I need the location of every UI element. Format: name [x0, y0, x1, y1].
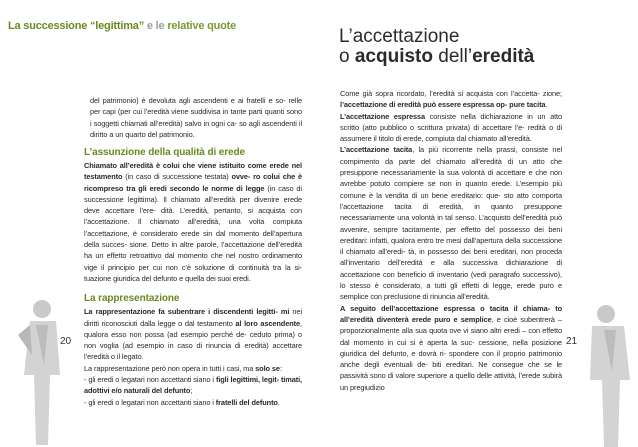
section-paragraph: Chiamato all’eredità è colui che viene istituito come erede nel testamento (in caso di successione testata) ovve- ro colui che è ricompreso tra gli eredi secondo le norme di legge (in caso di successione legittima). Il chiamato all’eredità per divenire erede deve accettare l’ere- dità. L’eredità, pertanto, si acquista con l’accettazione. Il chiamato all’eredità, una volta compiuta l’accettazione, è considerato erede sin dal momento dell’apertura della succes- sione. Detto in altre parole, l’accettazione dell’eredità ha un effetto retroattivo dal momento che nel nostro ordinamento vige il principio per cui non c’è soluzione di continuità tra la si- tuazione giuridica del defunto e quella dei suoi eredi. — [84, 161, 302, 283]
page-heading: L’accettazione o acquisto dell’eredità — [339, 26, 535, 67]
intro-paragraph: del patrimonio) è devoluta agli ascendenti e ai fratelli e so- relle per capi (per cui l’eredità viene suddivisa in tante parti quanti sono i soggetti chiamati all’eredità) salvo in ogni ca- so agli ascendenti il diritto a un quarto del patrimonio. — [90, 96, 302, 139]
left-column — [90, 95, 302, 140]
bullet-item: - gli eredi o legatari non accettanti siano i fratelli del defunto. — [84, 397, 280, 407]
section-paragraph: La rappresentazione fa subentrare i discendenti legitti- mi nei diritti riconosciuti dalla legge o dal testamento al loro ascendente, qualora esso non possa (ad esempio perché de- ceduto prima) o non voglia (ad esempio in caso di rinuncia di eredità) accettare l’eredità o il legato. — [84, 307, 302, 362]
section-paragraph: La rappresentazione però non opera in tutti i casi, ma solo se: — [84, 363, 282, 373]
page-number: 20 — [60, 336, 72, 347]
section-title: La rappresentazione — [84, 293, 180, 305]
right-column: Come già sopra ricordato, l’eredità si acquista con l’accetta- zione; l’accettazione di eredità può essere espressa op- pure tacita. L’accettazione espressa consiste nella dichiarazione in un atto scritto (atto pubblico o scrittura privata) di accettare l’e- redità o di assumere il titolo di erede, compiuta dal chiamato all’eredità. L’accettazione tacita, la più ricorrente nella prassi, consiste nel compimento da parte del chiamato all’eredità di un atto che presuppone necessariamente la sua volontà di accettare e che non avrebbe potuto compiere se non in quanto erede. L’esempio più comune è la vendita di un bene ereditario: que- sto atto comporta l’accettazione tacita di eredità, in quanto presuppone necessariamente una volontà in tal senso. L’acquisto dell’eredità può avvenire, sempre tacitamente, per effetto del possesso dei beni ereditari: infatti, qualora entro tre mesi dall’apertura della successione il chiamato all’eredi- tà, in possesso dei beni ereditari, non proceda all’inventario dell’eredità e alla successiva dichiarazione di accettazione con beneficio di inventario (vedi paragrafo successivo), lo stesso è considerato, a tutti gli effetti di legge, erede puro e semplice con preclusione di rinuncia all’eredità. A seguito dell’accettazione espressa o tacita il chiama- to all’eredità diventerà erede puro e semplice, e cioè subentrerà – proporzionalmente alla sua quota ove vi siano altri eredi – con effetto dal momento in cui si è aperta la suc- cessione, nella posizione giuridica del defunto, e dovrà ri- spondere con il proprio patrimonio anche degli eventuali de- biti ereditari. Ne consegue che se le passività sono di valore superiore a quello delle attività, l’erede subirà un pregiudizio — [340, 89, 562, 392]
page-number: 21 — [566, 336, 578, 347]
left-sections — [84, 140, 302, 408]
section-title: L’assunzione della qualità di erede — [84, 147, 245, 158]
person-figure-illustration — [0, 295, 75, 445]
running-header: La successione “legittima” e le relative quote — [8, 20, 237, 32]
person-figure-illustration — [584, 300, 638, 447]
bullet-item: - gli eredi o legatari non accettanti siano i figli legittimi, legit- timati, adottivi e/o naturali del defunto; — [84, 375, 303, 396]
